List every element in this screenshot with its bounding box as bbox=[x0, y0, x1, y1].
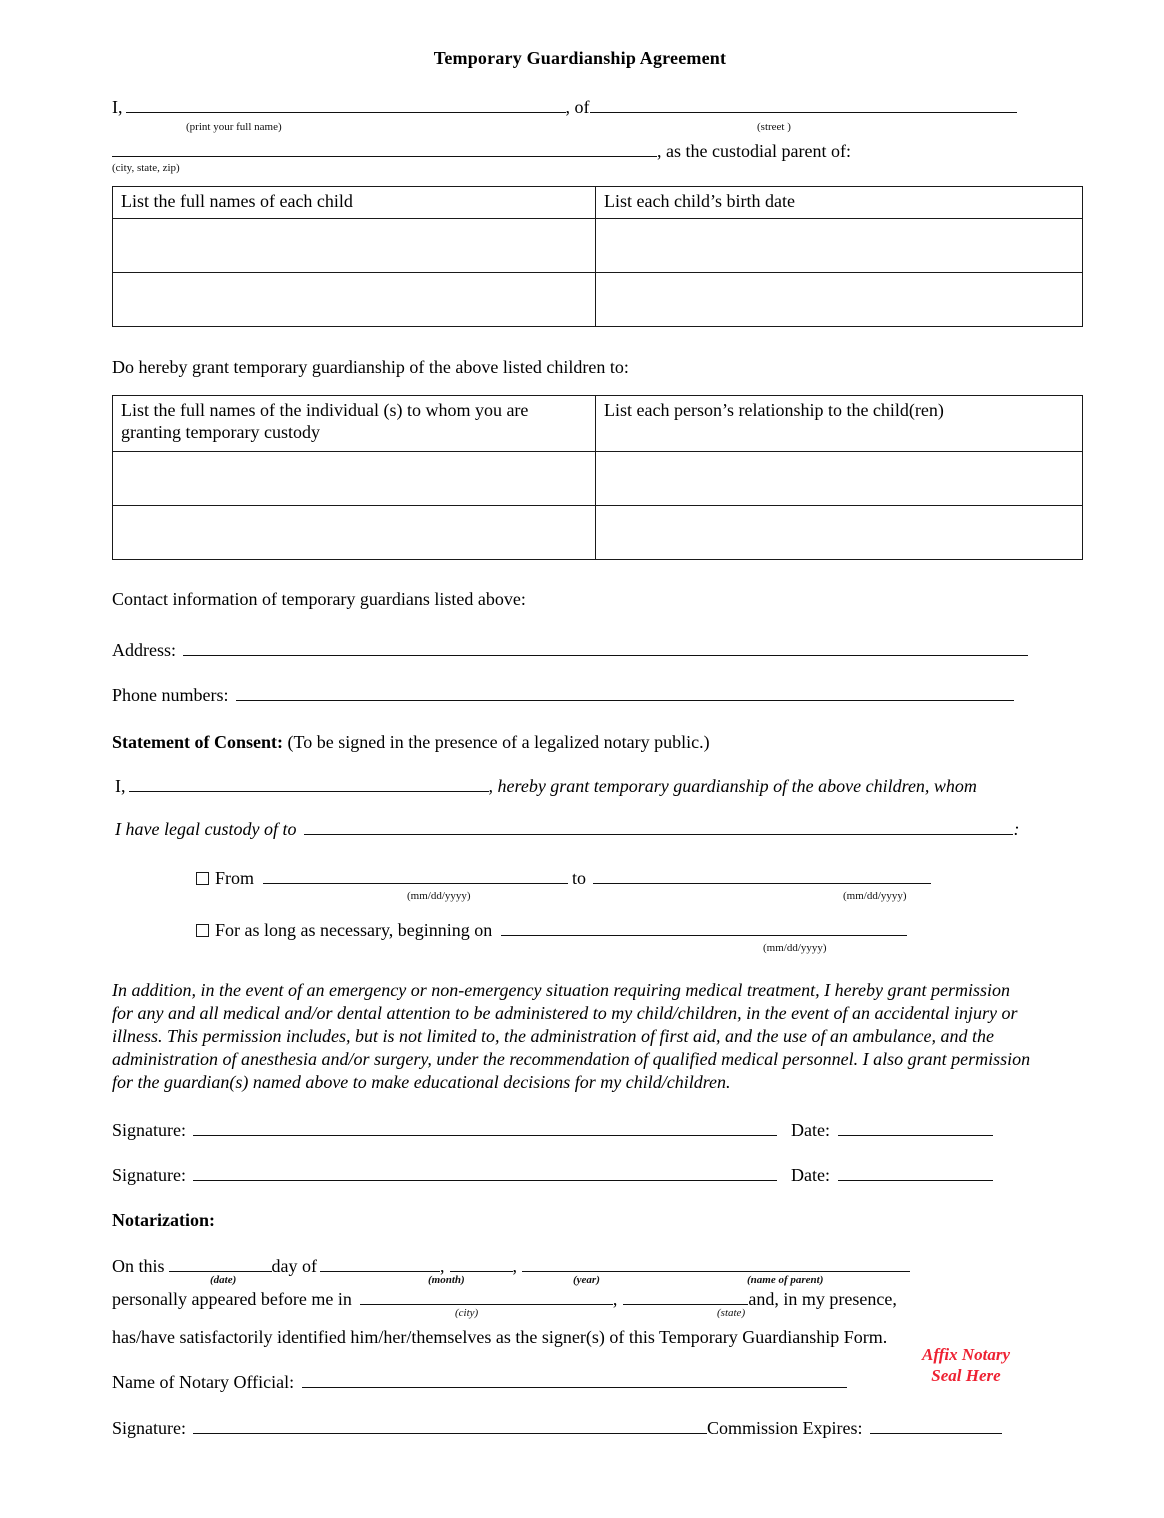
hint-begin-date: (mm/dd/yyyy) bbox=[763, 942, 827, 955]
signature-line-1 bbox=[112, 1119, 1048, 1142]
children-table bbox=[112, 186, 1083, 327]
notary-identified-line: has/have satisfactorily identified him/her/themselves as the signer(s) of this Temporary Guardianship Form. bbox=[112, 1326, 888, 1347]
table-row bbox=[113, 272, 1083, 326]
date-label-2: Date: bbox=[791, 1164, 830, 1185]
name-of-notary-label: Name of Notary Official: bbox=[112, 1371, 295, 1392]
children-row-2-name[interactable] bbox=[113, 272, 596, 326]
date-label-1: Date: bbox=[791, 1120, 830, 1141]
guardians-row-2-relationship[interactable] bbox=[596, 506, 1083, 560]
notary-city-field[interactable] bbox=[360, 1289, 613, 1305]
hint-street: (street ) bbox=[757, 121, 791, 133]
consent-heading-bold: Statement of Consent: bbox=[112, 731, 283, 752]
seal-line-2: Seal Here bbox=[931, 1366, 1001, 1386]
notary-signature-field[interactable] bbox=[193, 1418, 707, 1434]
notary-month-field[interactable] bbox=[320, 1256, 440, 1272]
notary-comma-1: , bbox=[440, 1255, 445, 1276]
duration-as-long-line bbox=[196, 919, 1048, 961]
table-header-row bbox=[113, 187, 1083, 219]
consent-heading-rest: (To be signed in the presence of a legalized notary public.) bbox=[282, 731, 710, 752]
hint-city-state-zip: (city, state, zip) bbox=[112, 162, 180, 174]
signature-line-2 bbox=[112, 1164, 1048, 1187]
duration-from-line bbox=[196, 867, 1048, 909]
from-date-field[interactable] bbox=[263, 868, 568, 884]
table-row bbox=[113, 452, 1083, 506]
commission-expires-label: Commission Expires: bbox=[707, 1418, 863, 1439]
consent-name-field[interactable] bbox=[129, 776, 489, 792]
hint-name-of-parent: (name of parent) bbox=[747, 1273, 824, 1286]
affix-notary-seal-text bbox=[922, 1344, 1010, 1387]
phone-field[interactable] bbox=[236, 685, 1014, 701]
address-field[interactable] bbox=[183, 640, 1028, 656]
hint-from-date: (mm/dd/yyyy) bbox=[407, 890, 471, 903]
guardians-row-1-name[interactable] bbox=[113, 452, 596, 506]
full-name-field[interactable] bbox=[126, 97, 566, 113]
notary-state-field[interactable] bbox=[623, 1289, 748, 1305]
date-field-1[interactable] bbox=[838, 1120, 993, 1136]
notary-signature-line bbox=[112, 1417, 1048, 1440]
and-presence-label: and, in my presence, bbox=[748, 1288, 897, 1309]
commission-expires-field[interactable] bbox=[870, 1418, 1002, 1434]
consent-clause-1 bbox=[115, 775, 1048, 798]
guardians-table-header-relationship: List each person’s relationship to the child(ren) bbox=[596, 396, 1083, 452]
children-row-2-birthdate[interactable] bbox=[596, 272, 1083, 326]
intro-of-label: , of bbox=[565, 97, 590, 117]
custodial-parent-text: , as the custodial parent of: bbox=[657, 141, 851, 161]
consent-clause-2 bbox=[115, 818, 1048, 841]
notary-name-line bbox=[112, 1371, 1048, 1394]
page-title: Temporary Guardianship Agreement bbox=[433, 48, 727, 68]
table-header-row bbox=[113, 396, 1083, 452]
date-field-2[interactable] bbox=[838, 1165, 993, 1181]
signature-label-1: Signature: bbox=[112, 1120, 186, 1141]
guardians-row-1-relationship[interactable] bbox=[596, 452, 1083, 506]
contact-heading: Contact information of temporary guardians listed above: bbox=[112, 589, 526, 610]
city-state-zip-field[interactable] bbox=[112, 141, 657, 157]
on-this-label: On this bbox=[112, 1255, 165, 1276]
consent-custody-field[interactable] bbox=[304, 819, 1013, 835]
notary-date-field[interactable] bbox=[169, 1256, 272, 1272]
seal-line-1: Affix Notary bbox=[922, 1345, 1010, 1364]
address-line bbox=[112, 639, 1048, 662]
checkbox-from-to[interactable] bbox=[196, 872, 209, 885]
intro-line-1 bbox=[112, 96, 1048, 140]
signature-label-2: Signature: bbox=[112, 1164, 186, 1185]
phone-label: Phone numbers: bbox=[112, 685, 229, 706]
notary-comma-2: , bbox=[512, 1255, 517, 1276]
signature-field-1[interactable] bbox=[193, 1120, 777, 1136]
appeared-label: personally appeared before me in bbox=[112, 1288, 352, 1309]
consent-i-label: I, bbox=[115, 776, 126, 797]
hint-notary-date: (date) bbox=[210, 1273, 237, 1286]
children-row-1-birthdate[interactable] bbox=[596, 218, 1083, 272]
notary-on-this-line bbox=[112, 1255, 1048, 1287]
from-label: From bbox=[215, 868, 255, 889]
to-label: to bbox=[572, 868, 587, 889]
notarization-heading: Notarization: bbox=[112, 1210, 215, 1231]
grant-line: Do hereby grant temporary guardianship of the above listed children to: bbox=[112, 356, 629, 377]
notary-signature-label: Signature: bbox=[112, 1418, 186, 1439]
notary-comma-3: , bbox=[612, 1288, 618, 1309]
address-label: Address: bbox=[112, 639, 176, 660]
document-body bbox=[112, 0, 1048, 1440]
checkbox-as-long-as-necessary[interactable] bbox=[196, 924, 209, 937]
guardians-table-header-names: List the full names of the individual (s) to whom you are granting temporary custody bbox=[113, 396, 596, 452]
notary-official-name-field[interactable] bbox=[302, 1372, 847, 1388]
hint-notary-city: (city) bbox=[455, 1306, 479, 1319]
signature-field-2[interactable] bbox=[193, 1165, 777, 1181]
table-row bbox=[113, 506, 1083, 560]
notary-parent-name-field[interactable] bbox=[522, 1256, 910, 1272]
guardians-row-2-name[interactable] bbox=[113, 506, 596, 560]
table-row bbox=[113, 218, 1083, 272]
begin-date-field[interactable] bbox=[501, 920, 907, 936]
hint-to-date: (mm/dd/yyyy) bbox=[843, 890, 907, 903]
intro-i-label: I, bbox=[112, 97, 123, 117]
children-table-header-names: List the full names of each child bbox=[113, 187, 596, 219]
day-of-label: day of bbox=[271, 1255, 317, 1276]
intro-line-2 bbox=[112, 140, 1048, 183]
notary-year-field[interactable] bbox=[450, 1256, 513, 1272]
children-row-1-name[interactable] bbox=[113, 218, 596, 272]
consent-clause-1-text: , hereby grant temporary guardianship of the above children, whom bbox=[488, 776, 977, 797]
guardians-table bbox=[112, 395, 1083, 560]
children-table-header-birthdate: List each child’s birth date bbox=[596, 187, 1083, 219]
hint-notary-year: (year) bbox=[573, 1273, 600, 1286]
street-field[interactable] bbox=[590, 97, 1017, 113]
consent-heading bbox=[112, 731, 1048, 754]
hint-notary-state: (state) bbox=[717, 1306, 746, 1319]
notary-appeared-line bbox=[112, 1288, 1048, 1319]
hint-notary-month: (month) bbox=[428, 1273, 465, 1286]
consent-clause-2-text: I have legal custody of to bbox=[115, 818, 297, 839]
medical-permission-paragraph: In addition, in the event of an emergency or non-emergency situation requiring medical treatment, I hereby grant permission for any and all medical and/or dental attention to be administered to my child/children, in the event of an accidental injury or illness. This permission includes, but is not limited to, the administration of first aid, and the use of an ambulance, and the administration of anesthesia and/or surgery, under the recommendation of qualified medical personnel. I also grant permission for the guardian(s) named above to make educational decisions for my child/children. bbox=[112, 980, 1031, 1093]
hint-print-full-name: (print your full name) bbox=[186, 121, 282, 133]
phone-line bbox=[112, 684, 1048, 707]
to-date-field[interactable] bbox=[593, 868, 931, 884]
consent-clause-2-end: : bbox=[1013, 818, 1020, 839]
as-long-label: For as long as necessary, beginning on bbox=[215, 920, 493, 941]
